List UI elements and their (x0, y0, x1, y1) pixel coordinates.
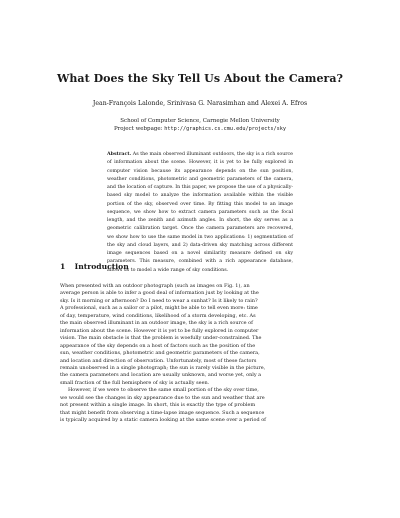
abstract-line: such as the focal length, and the zenith and azimuth angles. In short, the (107, 209, 293, 223)
section-title: Introduction (74, 262, 129, 271)
affiliation-block (0, 117, 400, 133)
abstract-line: appearance database, allows us to model a wide range of sky conditions. (107, 259, 293, 273)
abstract-line: position, weather conditions, photometric and geometric parameters of (107, 168, 293, 182)
abstract-label: Abstract. (107, 152, 132, 157)
body-line: When presented with an outdoor photograph (such as images on Fig. 1), an (60, 283, 250, 289)
webpage-label: Project webpage: (113, 126, 163, 132)
author-list: Jean-François Lalonde, Srinivasa G. Narasimhan and Alexei A. Efros (92, 100, 308, 107)
body-line: not present within a single image. In short, this is exactly the type of problem (60, 402, 256, 409)
body-line: information about the scene. However it is yet to be fully explored in computer (60, 327, 259, 334)
abstract-line: model to an image sequence, we show how to extract camera parameters (107, 201, 293, 215)
abstract-line: measure defined on sky parameters. This measure, combined with a rich (107, 251, 294, 265)
paragraph-2 (60, 387, 342, 424)
body-line: we would see the changes in sky appearance due to the sun and weather that are (60, 394, 265, 401)
abstract (107, 151, 293, 275)
abstract-line: As the main observed illuminant outdoors, the sky is a rich (132, 152, 277, 157)
abstract-line: 1) segmentation of the sky and cloud layers, and 2) data-driven sky (107, 234, 293, 248)
paragraph-1 (60, 283, 342, 387)
project-webpage (0, 125, 400, 133)
body-line: A professional, such as a sailor or a pilot, might be able to tell even more: time (60, 305, 258, 312)
body-line: that might benefit from observing a time-lapse image sequence. Such a sequence (60, 409, 265, 416)
body-line: and location and direction of observation. Unfortunately, most of these factors (60, 357, 257, 364)
abstract-line: source of information about the scene. However, it is yet to be fully (107, 152, 293, 166)
abstract-line: are recovered, we show how to use the same model in two applications: (107, 226, 293, 240)
affiliation: School of Computer Science, Carnegie Mellon University (120, 118, 280, 124)
abstract-line: explored in computer vision because its appearance depends on the sun (107, 160, 293, 174)
webpage-url[interactable]: http://graphics.cs.cmu.edu/projects/sky (164, 126, 287, 132)
body-line: remain unobserved in a single photograph; the sun is rarely visible in the picture, (60, 364, 266, 371)
body-line: sun, weather conditions, photometric and geometric parameters of the camera, (60, 350, 260, 357)
abstract-line: matching across different image sequences based on a novel similarity (107, 242, 293, 256)
abstract-text (107, 152, 293, 273)
body-line: average person is able to infer a good deal of information just by looking at the (60, 290, 259, 297)
body-line: the main observed illuminant in an outdoor image, the sky is a rich source of (60, 320, 253, 327)
body-line: is typically acquired by a static camera looking at the same scene over a period of (60, 417, 266, 424)
abstract-line: use of a physically-based sky model to analyze the information available (107, 185, 293, 199)
paper-title: What Does the Sky Tell Us About the Camera? (56, 72, 344, 85)
body-line: of day, temperature, wind conditions, likelihood of a storm developing, etc. As (60, 312, 256, 319)
abstract-line: sky serves as a geometric calibration target. Once the camera parameters (107, 218, 293, 232)
abstract-line: the camera, and the location of capture. In this paper, we propose the (107, 176, 293, 190)
section-number: 1 (60, 262, 66, 271)
body-line: the camera parameters and location are usually unknown, and worse yet, only a (60, 372, 262, 379)
abstract-line: within the visible portion of the sky, observed over time. By fitting this (107, 193, 293, 207)
body-line: small fraction of the full hemisphere of sky is actually seen. (60, 379, 210, 386)
body-line: sky. Is it morning or afternoon? Do I need to wear a sunhat? Is it likely to rain? (60, 297, 258, 304)
body-line: appearance of the sky depends on a host of factors such as the position of the (60, 342, 256, 349)
body-line: However, if we were to observe the same small portion of the sky over time, (68, 387, 259, 394)
body-text (60, 283, 342, 425)
section-heading (60, 262, 340, 271)
body-line: vision. The main obstacle is that the problem is woefully under-constrained. The (60, 335, 262, 342)
